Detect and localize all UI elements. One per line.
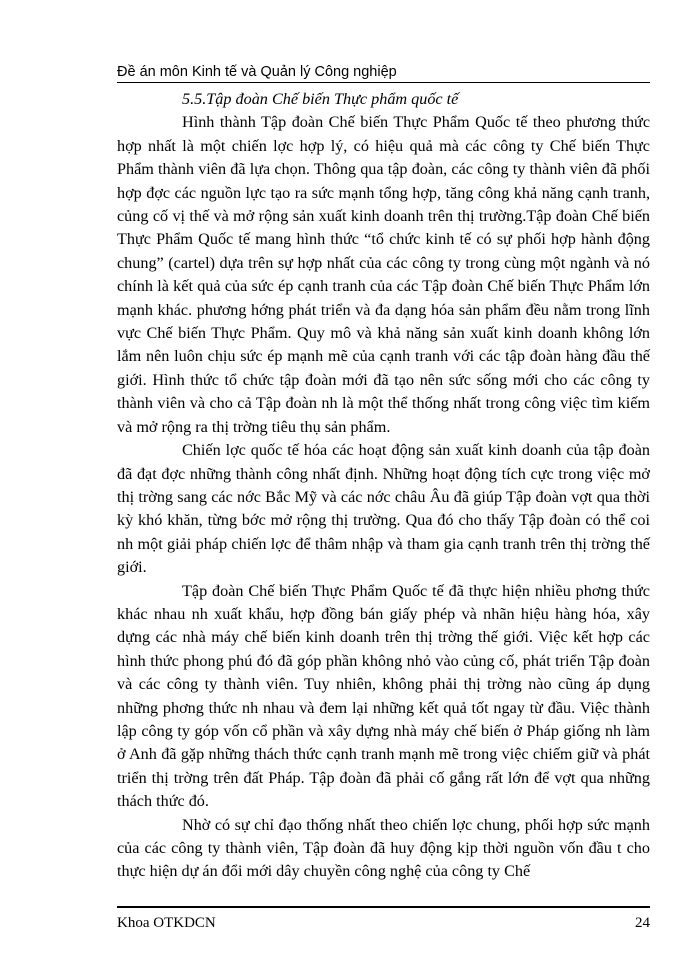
- page-header: Đề án môn Kinh tế và Quản lý Công nghiệp: [117, 63, 650, 83]
- paragraph: Tập đoàn Chế biến Thực Phẩm Quốc tế đã thực hiện nhiều phơng thức khác nhau nh xuất khẩu, hợp đồng bán giấy phép và nhãn hiệu hàng hóa, xây dựng các nhà máy chế biến kinh doanh trên thị trờng thế giới. Việc kết hợp các hình thức phong phú đó đã góp phần không nhỏ vào củng cố, phát triển Tập đoàn và các công ty thành viên. Tuy nhiên, không phải thị trờng nào cũng áp dụng những phơng thức nh nhau và đem lại những kết quả tốt ngay từ đầu. Việc thành lập công ty góp vốn cổ phần và xây dựng nhà máy chế biến ở Pháp giống nh làm ở Anh đã gặp những thách thức cạnh tranh mạnh mẽ trong việc chiếm giữ và phát triển thị trờng trên đất Pháp. Tập đoàn đã phải cố gắng rất lớn để vợt qua những thách thức đó.: [117, 581, 650, 811]
- page-footer: [117, 906, 650, 932]
- paragraph: Chiến lợc quốc tế hóa các hoạt động sản xuất kinh doanh của tập đoàn đã đạt đợc những thành công nhất định. Những hoạt động tích cực trong việc mở thị trờng sang các nớc Bắc Mỹ và các nớc châu Âu đã giúp Tập đoàn vợt qua thời kỳ khó khăn, từng bớc mở rộng thị trường. Qua đó cho thấy Tập đoàn có thể coi nh một giải pháp chiến lợc để thâm nhập và tham gia cạnh tranh trên thị trờng thế giới.: [117, 441, 650, 577]
- paragraph: Hình thành Tập đoàn Chế biến Thực Phẩm Quốc tế theo phương thức hợp nhất là một chiến lợc hợp lý, có hiệu quả mà các công ty Chế biến Thực Phẩm thành viên đã lựa chọn. Thông qua tập đoàn, các công ty thành viên đã phối hợp đợc các nguồn lực tạo ra sức mạnh tổng hợp, tăng công khả năng cạnh tranh, củng cố vị thế và mở rộng sản xuất kinh doanh trên thị trường.Tập đoàn Chế biến Thực Phẩm Quốc tế mang hình thức “tổ chức kinh tế có sự phối hợp hành động chung” (cartel) dựa trên sự hợp nhất của các công ty trong cùng một ngành và nó chính là kết quả của sức ép cạnh tranh của các Tập đoàn Chế biến Thực Phẩm lớn mạnh khác. phương hớng phát triển và đa dạng hóa sản phẩm đều nằm trong lĩnh vực Chế biến Thực Phẩm. Quy mô và khả năng sản xuất kinh doanh không lớn lắm nên luôn chịu sức ép mạnh mẽ của cạnh tranh với các tập đoàn hàng đầu thế giới. Hình thức tổ chức tập đoàn mới đã tạo nên sức sống mới cho các công ty thành viên và cho cả Tập đoàn nh là một thể thống nhất trong công việc tìm kiếm và mở rộng ra thị trờng tiêu thụ sản phẩm.: [117, 113, 650, 436]
- footer-department: Khoa OTKDCN: [117, 915, 216, 931]
- document-body: [117, 88, 650, 884]
- section-title: 5.5.Tập đoàn Chế biến Thực phẩm quốc tế: [182, 90, 459, 108]
- paragraph: Nhờ có sự chỉ đạo thống nhất theo chiến lợc chung, phối hợp sức mạnh của các công ty thành viên, Tập đoàn đã huy động kịp thời nguồn vốn đầu t cho thực hiện dự án đổi mới dây chuyền công nghệ của công ty Chế: [117, 815, 650, 881]
- page-number: 24: [635, 915, 650, 931]
